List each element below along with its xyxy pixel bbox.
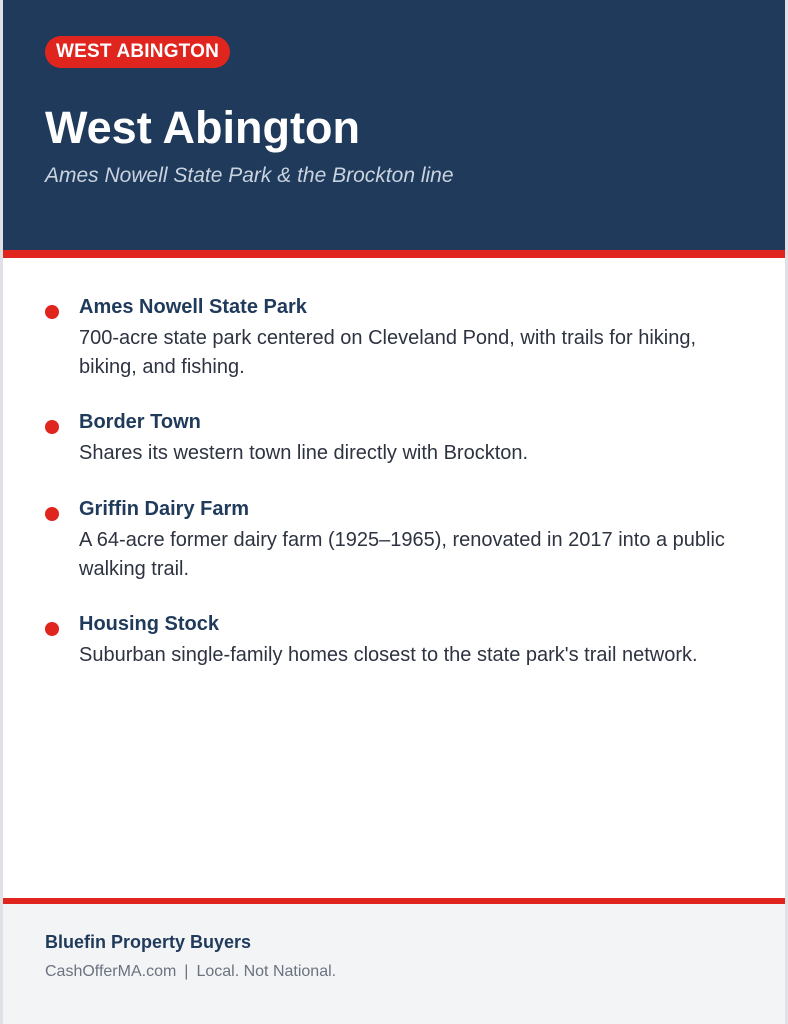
item-description: 700-acre state park centered on Cleveland Pond, with trails for hiking, biking, and fishing. <box>79 327 697 378</box>
header-banner <box>3 0 785 250</box>
footer-separator: | <box>184 963 189 980</box>
footer-website: CashOfferMA.com <box>45 963 177 980</box>
item-description: Suburban single-family homes closest to the state park's trail network. <box>79 644 698 666</box>
feature-list <box>3 258 785 898</box>
footer <box>3 904 785 1024</box>
footer-tagline: Local. Not National. <box>196 963 337 980</box>
footer-brand-name: Bluefin Property Buyers <box>45 932 252 952</box>
page-title: West Abington <box>45 102 360 153</box>
item-title: Ames Nowell State Park <box>79 296 307 318</box>
location-badge: WEST ABINGTON <box>45 36 230 68</box>
footer-contact-line <box>45 961 336 983</box>
bullet-dot-icon <box>45 622 59 636</box>
item-title: Housing Stock <box>79 613 220 635</box>
bullet-dot-icon <box>45 507 59 521</box>
item-title: Griffin Dairy Farm <box>79 498 250 520</box>
item-description: A 64-acre former dairy farm (1925–1965), renovated in 2017 into a public walking trail. <box>79 529 725 580</box>
item-description: Shares its western town line directly with Brockton. <box>79 442 529 464</box>
page-subtitle: Ames Nowell State Park & the Brockton line <box>45 164 454 187</box>
bullet-dot-icon <box>45 305 59 319</box>
header-divider <box>3 250 785 258</box>
item-title: Border Town <box>79 411 201 433</box>
bullet-dot-icon <box>45 420 59 434</box>
